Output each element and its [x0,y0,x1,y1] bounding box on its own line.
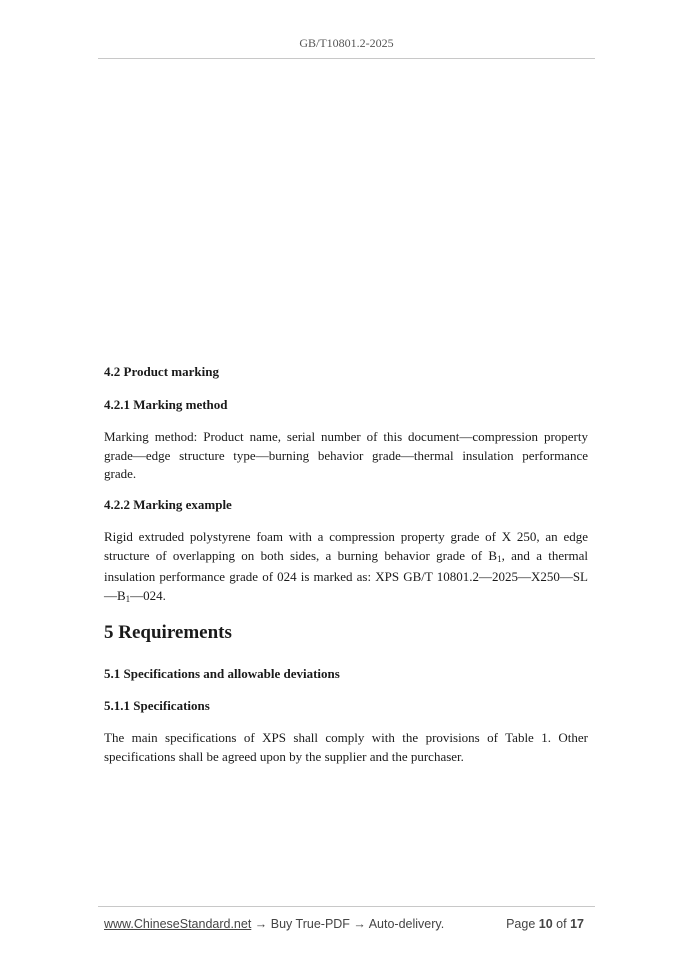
marking-example-text-b: , and a thermal insulation performance grade of 024 is marked as: XPS GB/T 10801.2—2025—X250—SL—B [104,547,588,603]
page-of-label: of [556,917,567,931]
section-4-2-2-heading: 4.2.2 Marking example [104,497,232,512]
section-4-2-1-heading: 4.2.1 Marking method [104,397,228,412]
footer-tagline: → Buy True-PDF → Auto-delivery. [251,917,445,931]
page-label: Page [506,917,536,931]
page-header [0,36,693,51]
section-4-2-2-paragraph [104,528,588,608]
section-5-1-heading: 5.1 Specifications and allowable deviations [104,666,340,681]
total-page-number: 17 [570,917,584,931]
page-indicator [506,917,584,931]
footer-divider [98,906,595,907]
header-divider [98,58,595,59]
marking-example-text-a: Rigid extruded polystyrene foam with a compression property grade of X 250, an edge structure of overlapping on both sides, a burning behavior grade of B [104,529,588,563]
marking-example-text-c: —024. [130,587,166,603]
section-4-2-heading: 4.2 Product marking [104,364,219,379]
document-number: GB/T10801.2-2025 [299,36,394,50]
section-5-heading: 5 Requirements [104,622,232,643]
subscript-2: 1 [125,593,131,604]
section-5-1-1-heading: 5.1.1 Specifications [104,698,210,713]
subscript-1: 1 [497,553,502,564]
section-4-2-1-paragraph: Marking method: Product name, serial number of this document—compression property grade—edge structure type—burning behavior grade—thermal insulation performance grade. [104,429,588,481]
section-5-1-1-paragraph: The main specifications of XPS shall comply with the provisions of Table 1. Other specifications shall be agreed upon by the supplier and the purchaser. [104,730,588,764]
current-page-number: 10 [538,917,553,931]
website-link[interactable]: www.ChineseStandard.net [104,917,252,931]
footer-promo [104,917,444,931]
